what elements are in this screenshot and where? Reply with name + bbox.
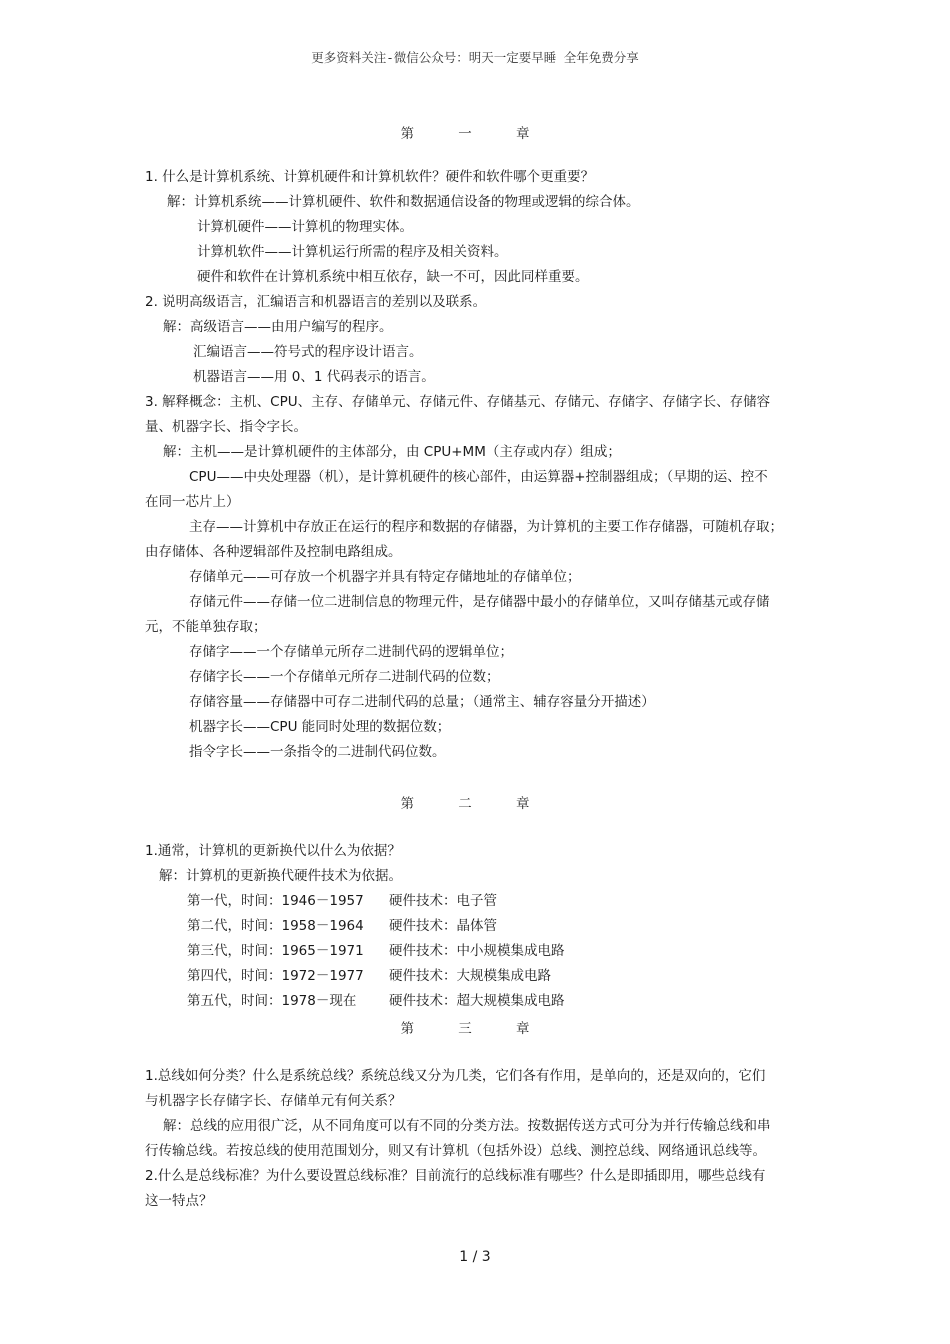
generation-tech: 硬件技术：中小规模集成电路 — [389, 943, 565, 959]
answer-line: 解：主机——是计算机硬件的主体部分，由 CPU+MM（主存或内存）组成； — [163, 444, 621, 460]
answer-line: 解：计算机的更新换代硬件技术为依据。 — [159, 868, 402, 884]
answer-line: 机器字长——CPU 能同时处理的数据位数； — [189, 719, 451, 735]
answer-line: 解：高级语言——由用户编写的程序。 — [163, 319, 393, 335]
generation-label: 第四代，时间：1972－1977 — [187, 968, 364, 984]
page-number: 1 / 3 — [459, 1249, 491, 1265]
generation-tech: 硬件技术：超大规模集成电路 — [389, 993, 565, 1009]
answer-line: 主存——计算机中存放正在运行的程序和数据的存储器，为计算机的主要工作存储器，可随机存取； — [189, 519, 783, 535]
answer-line: 存储容量——存储器中可存二进制代码的总量；（通常主、辅存容量分开描述） — [189, 694, 655, 710]
answer-line: 元，不能单独存取； — [145, 619, 267, 635]
generation-tech: 硬件技术：电子管 — [389, 893, 497, 909]
generation-label: 第三代，时间：1965－1971 — [187, 943, 364, 959]
answer-line: 在同一芯片上） — [145, 494, 240, 510]
question-1-2: 2. 说明高级语言，汇编语言和机器语言的差别以及联系。 — [145, 294, 487, 310]
question-3-2: 2.什么是总线标准？为什么要设置总线标准？目前流行的总线标准有哪些？什么是即插即用，哪些总线有 — [145, 1168, 766, 1184]
answer-line: 指令字长——一条指令的二进制代码位数。 — [189, 744, 446, 760]
answer-line: 存储字——一个存储单元所存二进制代码的逻辑单位； — [189, 644, 513, 660]
answer-line: 计算机软件——计算机运行所需的程序及相关资料。 — [197, 244, 508, 260]
answer-line: 存储字长——一个存储单元所存二进制代码的位数； — [189, 669, 500, 685]
question-2-1: 1.通常，计算机的更新换代以什么为依据？ — [145, 843, 401, 859]
answer-line: 行传输总线。若按总线的使用范围划分，则又有计算机（包括外设）总线、测控总线、网络通讯总线等。 — [145, 1143, 766, 1159]
answer-line: 由存储体、各种逻辑部件及控制电路组成。 — [145, 544, 402, 560]
generation-label: 第一代，时间：1946－1957 — [187, 893, 364, 909]
question-3-2-cont: 这一特点？ — [145, 1193, 213, 1209]
answer-line: 计算机硬件——计算机的物理实体。 — [197, 219, 413, 235]
answer-line: 解：总线的应用很广泛，从不同角度可以有不同的分类方法。按数据传送方式可分为并行传输总线和串 — [163, 1118, 771, 1134]
answer-line: 存储元件——存储一位二进制信息的物理元件，是存储器中最小的存储单位，又叫存储基元或存储 — [189, 594, 770, 610]
question-3-1-cont: 与机器字长存储字长、存储单元有何关系？ — [145, 1093, 402, 1109]
page-header: 更多资料关注-微信公众号：明天一定要早睡 全年免费分享 — [311, 50, 639, 65]
chapter-title: 第 二 章 — [400, 796, 550, 812]
answer-line: 机器语言——用 0、1 代码表示的语言。 — [193, 369, 435, 385]
answer-line: 硬件和软件在计算机系统中相互依存，缺一不可，因此同样重要。 — [197, 269, 589, 285]
generation-tech: 硬件技术：晶体管 — [389, 918, 497, 934]
question-3-1: 1.总线如何分类？什么是系统总线？系统总线又分为几类，它们各有作用，是单向的，还是双向的，它们 — [145, 1068, 766, 1084]
question-1-1: 1. 什么是计算机系统、计算机硬件和计算机软件？硬件和软件哪个更重要？ — [145, 169, 595, 185]
question-1-3: 3. 解释概念：主机、CPU、主存、存储单元、存储元件、存储基元、存储元、存储字、存储字长、存储容 — [145, 394, 771, 410]
chapter-title: 第 一 章 — [400, 126, 550, 142]
generation-label: 第五代，时间：1978－现在 — [187, 993, 357, 1009]
answer-line: 汇编语言——符号式的程序设计语言。 — [193, 344, 423, 360]
chapter-title: 第 三 章 — [400, 1021, 550, 1037]
answer-line: CPU——中央处理器（机），是计算机硬件的核心部件，由运算器+控制器组成；（早期的运、控不 — [189, 469, 768, 485]
answer-line: 解：计算机系统——计算机硬件、软件和数据通信设备的物理或逻辑的综合体。 — [167, 194, 640, 210]
answer-line: 存储单元——可存放一个机器字并具有特定存储地址的存储单位； — [189, 569, 581, 585]
generation-label: 第二代，时间：1958－1964 — [187, 918, 364, 934]
generation-tech: 硬件技术：大规模集成电路 — [389, 968, 551, 984]
question-1-3-cont: 量、机器字长、指令字长。 — [145, 419, 307, 435]
